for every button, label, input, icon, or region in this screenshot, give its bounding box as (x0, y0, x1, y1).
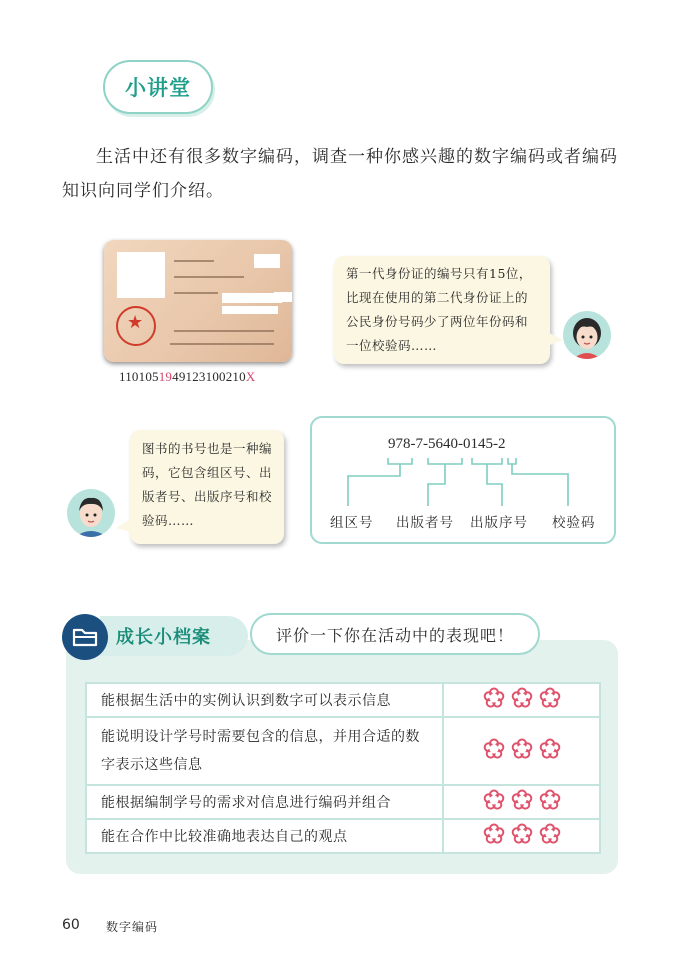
id-card-print-line (174, 330, 274, 332)
bubble-tail (114, 516, 132, 536)
folder-icon (62, 614, 108, 660)
flower-outline-icon[interactable] (539, 789, 561, 811)
rating-flowers (483, 789, 561, 811)
flower-outline-icon[interactable] (539, 738, 561, 760)
isbn-label-group: 组区号 (330, 515, 374, 531)
table-row (86, 819, 600, 853)
flower-outline-icon[interactable] (539, 687, 561, 709)
id-number-prefix: 110105 (119, 369, 159, 384)
flower-outline-icon[interactable] (483, 738, 505, 760)
speech-bubble-book-number (130, 430, 284, 544)
id-card-print-line (170, 343, 274, 345)
id-number-year-digits: 19 (158, 369, 173, 384)
boy-avatar (67, 489, 115, 537)
id-card-print-line (174, 276, 244, 278)
speech-bubble-id-card (334, 256, 550, 364)
rating-cell (443, 717, 600, 785)
speech-bubble-id-card-text: 第一代身份证的编号只有15位，比现在使用的第二代身份证上的公民身份号码少了两位年份码和一位校验码…… (346, 266, 532, 353)
girl-face-icon (563, 311, 611, 359)
rating-cell (443, 819, 600, 853)
flower-outline-icon[interactable] (483, 823, 505, 845)
flower-outline-icon[interactable] (539, 823, 561, 845)
page-number: 60 (62, 917, 80, 933)
isbn-label-check: 校验码 (552, 515, 596, 531)
id-card-print-line (174, 292, 218, 294)
rating-cell (443, 785, 600, 819)
id-card-redaction (222, 293, 282, 303)
id-card-image (104, 240, 292, 362)
rating-flowers (483, 738, 561, 760)
id-card-redaction (254, 254, 280, 268)
rating-flowers (483, 823, 561, 845)
table-row (86, 785, 600, 819)
id-card-number (119, 369, 255, 385)
id-card-photo-blank (117, 252, 165, 298)
chapter-title: 数字编码 (106, 920, 159, 934)
id-number-check-digit: X (245, 369, 256, 384)
evaluation-prompt-text: 评价一下你在活动中的表现吧！ (275, 625, 514, 645)
flower-outline-icon[interactable] (483, 687, 505, 709)
criterion-text: 能在合作中比较准确地表达自己的观点 (86, 819, 443, 853)
id-number-middle-2: 0 (239, 369, 246, 384)
section-badge-label: 小讲堂 (125, 76, 191, 100)
isbn-label-publisher: 出版者号 (396, 515, 454, 531)
criterion-text: 能根据生活中的实例认识到数字可以表示信息 (86, 683, 443, 717)
flower-outline-icon[interactable] (511, 687, 533, 709)
intro-paragraph (62, 140, 632, 208)
growth-record-title: 成长小档案 (116, 627, 211, 648)
evaluation-prompt (250, 613, 540, 655)
evaluation-table (85, 682, 601, 854)
isbn-label-title: 出版序号 (470, 515, 528, 531)
girl-avatar (563, 311, 611, 359)
rating-cell (443, 683, 600, 717)
criterion-text: 能根据编制学号的需求对信息进行编码并组合 (86, 785, 443, 819)
speech-bubble-book-text: 图书的书号也是一种编码，它包含组区号、出版者号、出版序号和校验码…… (142, 441, 273, 528)
flower-outline-icon[interactable] (511, 823, 533, 845)
flower-outline-icon[interactable] (483, 789, 505, 811)
table-row (86, 683, 600, 717)
flower-outline-icon[interactable] (511, 738, 533, 760)
id-card-redaction (222, 306, 278, 314)
isbn-diagram (310, 416, 616, 544)
id-card-seal-icon: ★ (116, 306, 156, 346)
growth-record-tab (100, 616, 248, 656)
section-badge (103, 60, 213, 114)
criterion-text: 能说明设计学号时需要包含的信息，并用合适的数字表示这些信息 (86, 717, 443, 785)
intro-text: 生活中还有很多数字编码，调查一种你感兴趣的数字编码或者编码知识向同学们介绍。 (62, 147, 618, 201)
isbn-number: 978-7-5640-0145-2 (388, 436, 506, 452)
id-number-middle: 4912310021 (172, 369, 240, 384)
id-card-print-line (174, 260, 214, 262)
boy-face-icon (67, 489, 115, 537)
flower-outline-icon[interactable] (511, 789, 533, 811)
table-row (86, 717, 600, 785)
rating-flowers (483, 687, 561, 709)
